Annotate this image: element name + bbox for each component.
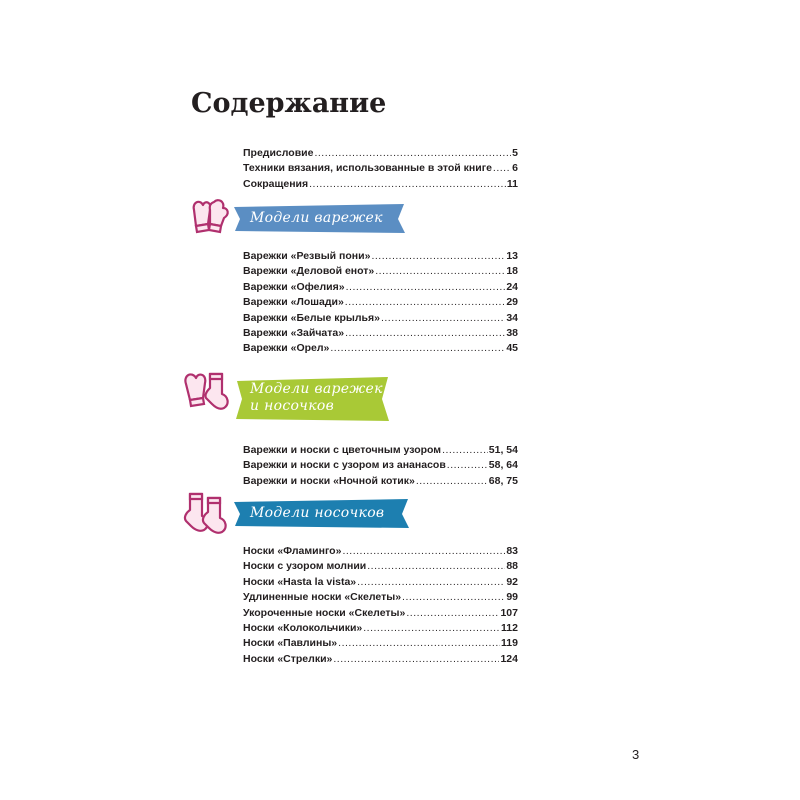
toc-entry-label: Удлиненные носки «Скелеты» <box>243 591 402 604</box>
toc-entry[interactable] <box>243 591 518 606</box>
toc-entry[interactable] <box>243 178 518 193</box>
toc-entry[interactable] <box>243 607 518 622</box>
toc-entry-page: 99 <box>506 591 518 604</box>
toc-entry-page: 18 <box>506 265 518 278</box>
toc-entry-label: Варежки «Резвый пони» <box>243 250 371 262</box>
toc-entry-page: 11 <box>506 177 518 190</box>
toc-entry-page: 34 <box>506 311 518 324</box>
toc-entry-page: 83 <box>506 545 518 557</box>
toc-entry-label: Носки «Колокольчики» <box>243 621 363 634</box>
dot-leader <box>357 576 505 588</box>
toc-entry-label: Варежки «Офелия» <box>243 280 345 293</box>
dot-leader <box>402 591 505 603</box>
toc-section-mittens <box>243 250 518 358</box>
dot-leader <box>363 622 500 634</box>
dot-leader <box>346 281 506 293</box>
toc-entry-label: Носки «Стрелки» <box>243 652 333 665</box>
toc-entry[interactable] <box>243 342 518 357</box>
toc-entry-label: Предисловие <box>243 147 314 159</box>
toc-entry-page: 5 <box>512 147 518 159</box>
toc-entry-page: 58, 64 <box>488 459 518 472</box>
toc-entry-page: 92 <box>506 575 518 588</box>
toc-entry-label: Носки «Hasta la vista» <box>243 575 357 588</box>
toc-section-mittens-socks <box>243 444 518 490</box>
page-title: Содержание <box>191 88 387 119</box>
toc-entry[interactable] <box>243 622 518 637</box>
toc-entry-page: 13 <box>506 250 518 262</box>
toc-entry[interactable] <box>243 653 518 668</box>
dot-leader <box>416 475 488 487</box>
toc-entry-label: Варежки «Деловой енот» <box>243 265 375 278</box>
toc-entry[interactable] <box>243 576 518 591</box>
toc-entry-label: Варежки «Зайчата» <box>243 326 345 339</box>
socks-icon <box>180 490 234 536</box>
toc-entry-page: 38 <box>506 326 518 339</box>
mitten-and-sock-icon <box>182 368 236 414</box>
toc-entry-page: 51, 54 <box>488 444 518 456</box>
dot-leader <box>381 312 505 324</box>
toc-entry-label: Укороченные носки «Скелеты» <box>243 606 406 619</box>
toc-entry[interactable] <box>243 281 518 296</box>
toc-intro <box>243 147 518 193</box>
toc-entry-label: Варежки «Орел» <box>243 342 330 355</box>
dot-leader <box>367 560 505 572</box>
dot-leader <box>442 444 488 456</box>
dot-leader <box>338 637 500 649</box>
toc-entry-page: 6 <box>512 162 518 175</box>
toc-entry[interactable] <box>243 459 518 474</box>
dot-leader <box>342 545 505 557</box>
toc-entry[interactable] <box>243 265 518 280</box>
page-number: 3 <box>632 747 640 762</box>
mittens-icon <box>188 196 234 238</box>
toc-entry-page: 29 <box>506 296 518 309</box>
toc-entry[interactable] <box>243 147 518 162</box>
dot-leader <box>345 296 506 308</box>
toc-entry-page: 124 <box>500 652 518 665</box>
toc-entry-label: Носки с узором молнии <box>243 560 367 573</box>
dot-leader <box>314 147 511 159</box>
section-title-socks: Модели носочков <box>250 505 385 521</box>
toc-entry[interactable] <box>243 327 518 342</box>
dot-leader <box>309 178 506 190</box>
dot-leader <box>333 653 499 665</box>
toc-entry-label: Варежки и носки «Ночной котик» <box>243 474 415 487</box>
dot-leader <box>406 607 499 619</box>
dot-leader <box>345 327 505 339</box>
toc-entry[interactable] <box>243 637 518 652</box>
dot-leader <box>447 459 488 471</box>
toc-entry[interactable] <box>243 162 518 177</box>
toc-entry-label: Варежки «Лошади» <box>243 296 344 309</box>
toc-entry-label: Носки «Павлины» <box>243 637 338 650</box>
dot-leader <box>330 342 505 354</box>
toc-entry[interactable] <box>243 312 518 327</box>
toc-entry-label: Варежки «Белые крылья» <box>243 311 380 324</box>
section-title-mittens-socks-line2: и носочков <box>250 398 335 414</box>
toc-entry-label: Техники вязания, использованные в этой книге <box>243 162 492 175</box>
dot-leader <box>493 162 511 174</box>
dot-leader <box>375 265 505 277</box>
toc-entry[interactable] <box>243 560 518 575</box>
toc-section-socks <box>243 545 518 668</box>
toc-entry[interactable] <box>243 250 518 265</box>
toc-entry-label: Варежки и носки с узором из ананасов <box>243 459 446 472</box>
toc-entry[interactable] <box>243 444 518 459</box>
toc-entry-page: 112 <box>501 621 518 634</box>
toc-entry-page: 119 <box>501 637 518 650</box>
dot-leader <box>371 250 505 262</box>
toc-entry-page: 24 <box>506 280 518 293</box>
toc-entry-page: 107 <box>500 606 518 619</box>
toc-entry[interactable] <box>243 475 518 490</box>
toc-entry-label: Носки «Фламинго» <box>243 545 342 557</box>
toc-entry-label: Варежки и носки с цветочным узором <box>243 444 442 456</box>
toc-entry-page: 45 <box>506 342 518 355</box>
toc-entry[interactable] <box>243 545 518 560</box>
toc-entry-page: 68, 75 <box>488 474 518 487</box>
toc-entry-page: 88 <box>506 560 518 573</box>
section-title-mittens: Модели варежек <box>250 210 383 226</box>
toc-entry[interactable] <box>243 296 518 311</box>
toc-entry-label: Сокращения <box>243 177 309 190</box>
section-title-mittens-socks-line1: Модели варежек <box>250 381 383 397</box>
